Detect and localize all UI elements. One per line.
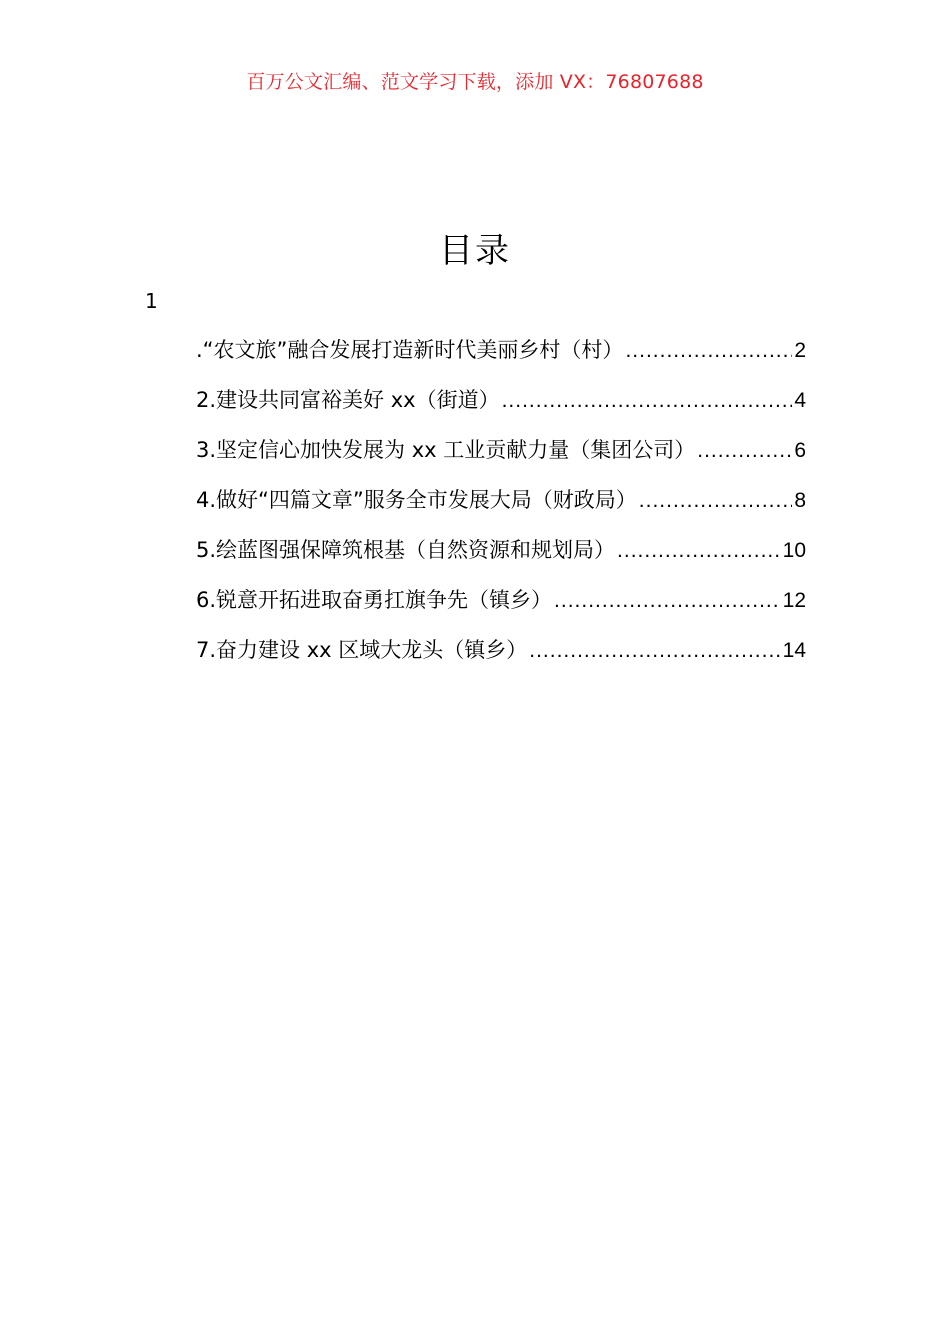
toc-dot-leader: [502, 385, 793, 417]
toc-entry-3[interactable]: [196, 434, 806, 484]
toc-entry-text: 5.绘蓝图强保障筑根基（自然资源和规划局）: [196, 538, 616, 562]
toc-entry-text: 3.坚定信心加快发展为 xx 工业贡献力量（集团公司）: [196, 438, 696, 462]
toc-page-number: 6: [794, 439, 806, 462]
toc-title: 目录: [439, 231, 511, 271]
toc-entry-7[interactable]: [196, 634, 806, 684]
toc-page-number: 10: [782, 539, 806, 562]
toc-dot-leader: [639, 485, 793, 517]
toc-page-number: 2: [794, 339, 806, 362]
toc-entry-text: 4.做好“四篇文章”服务全市发展大局（财政局）: [196, 488, 637, 512]
toc-entry-text: 2.建设共同富裕美好 xx（街道）: [196, 388, 500, 412]
toc-page-number: 8: [794, 489, 806, 512]
toc-entry-text: .“农文旅”融合发展打造新时代美丽乡村（村）: [196, 338, 624, 362]
toc-page-number: 4: [794, 389, 806, 412]
toc-dot-leader: [529, 635, 780, 667]
toc-entry-4[interactable]: [196, 484, 806, 534]
toc-entry-text: 7.奋力建设 xx 区域大龙头（镇乡）: [196, 638, 528, 662]
toc-page-number: 14: [782, 639, 806, 662]
toc-top-marker: 1: [145, 289, 158, 313]
toc-entry-1[interactable]: [196, 334, 806, 384]
toc-entry-text: 6.锐意开拓进取奋勇扛旗争先（镇乡）: [196, 588, 553, 612]
toc-entry-6[interactable]: [196, 584, 806, 634]
toc-list: [196, 334, 806, 684]
toc-entry-2[interactable]: [196, 384, 806, 434]
header-banner: 百万公文汇编、范文学习下载，添加 VX：76807688: [246, 71, 704, 93]
toc-dot-leader: [554, 585, 781, 617]
toc-dot-leader: [617, 535, 781, 567]
toc-entry-5[interactable]: [196, 534, 806, 584]
toc-page-number: 12: [782, 589, 806, 612]
toc-dot-leader: [697, 435, 792, 467]
toc-dot-leader: [625, 335, 792, 367]
